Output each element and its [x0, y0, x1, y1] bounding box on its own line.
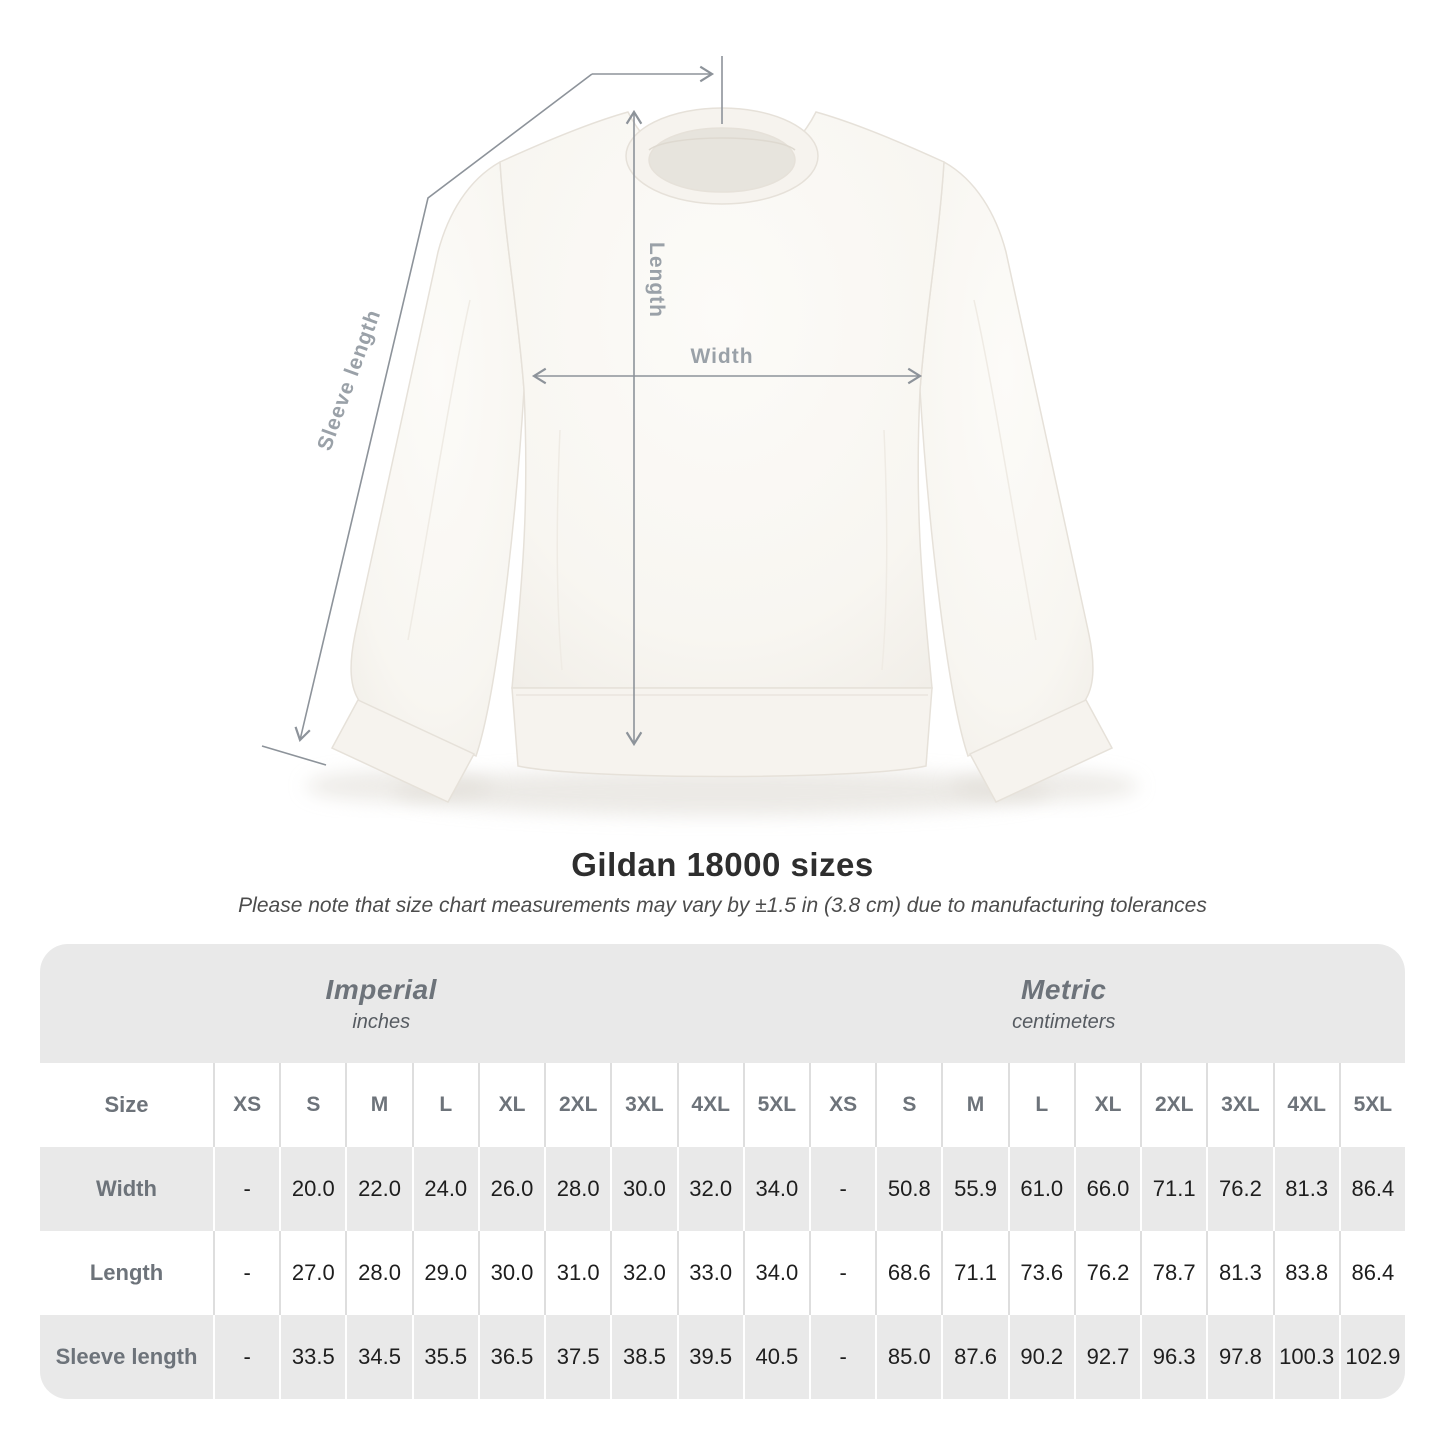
- value-cell: 26.0: [480, 1147, 544, 1231]
- value-cell: 33.0: [679, 1231, 743, 1315]
- value-cell: 36.5: [480, 1315, 544, 1399]
- page-title: Gildan 18000 sizes: [571, 846, 874, 883]
- value-cell: 20.0: [281, 1147, 345, 1231]
- value-cell: 96.3: [1142, 1315, 1206, 1399]
- size-header-row: [40, 1063, 1405, 1147]
- table-row-length: [40, 1231, 1405, 1315]
- value-cell: 66.0: [1076, 1147, 1140, 1231]
- value-cell: 33.5: [281, 1315, 345, 1399]
- size-header: 2XL: [546, 1063, 610, 1147]
- metric-title: Metric: [1021, 973, 1107, 1005]
- value-cell: 90.2: [1010, 1315, 1074, 1399]
- size-header: 3XL: [1208, 1063, 1272, 1147]
- size-table: [40, 944, 1405, 1399]
- size-header: M: [943, 1063, 1007, 1147]
- row-label: Sleeve length: [40, 1315, 213, 1399]
- left-sleeve: [351, 162, 524, 756]
- width-measure-label: Width: [690, 345, 754, 368]
- value-cell: 76.2: [1076, 1231, 1140, 1315]
- imperial-subtitle: inches: [352, 1010, 411, 1033]
- size-header: 4XL: [1275, 1063, 1339, 1147]
- value-cell: 55.9: [943, 1147, 1007, 1231]
- value-cell: 27.0: [281, 1231, 345, 1315]
- value-cell: 31.0: [546, 1231, 610, 1315]
- value-cell: 34.5: [347, 1315, 411, 1399]
- table-row-width: [40, 1147, 1405, 1231]
- value-cell: 78.7: [1142, 1231, 1206, 1315]
- size-header: L: [414, 1063, 478, 1147]
- value-cell: 71.1: [943, 1231, 1007, 1315]
- value-cell: -: [215, 1147, 279, 1231]
- size-header: 4XL: [679, 1063, 743, 1147]
- value-cell: 39.5: [679, 1315, 743, 1399]
- size-header: XS: [215, 1063, 279, 1147]
- tolerance-note: Please note that size chart measurements may vary by ±1.5 in (3.8 cm) due to manufacturing tolerances: [238, 894, 1207, 917]
- value-cell: 30.0: [612, 1147, 676, 1231]
- value-cell: 81.3: [1208, 1231, 1272, 1315]
- value-cell: 29.0: [414, 1231, 478, 1315]
- right-sleeve: [920, 162, 1093, 756]
- value-cell: -: [811, 1231, 875, 1315]
- value-cell: 50.8: [877, 1147, 941, 1231]
- size-header: 3XL: [612, 1063, 676, 1147]
- table-row-sleeve: [40, 1315, 1405, 1399]
- size-header: XL: [1076, 1063, 1140, 1147]
- value-cell: 92.7: [1076, 1315, 1140, 1399]
- row-label: Length: [40, 1231, 213, 1315]
- value-cell: 30.0: [480, 1231, 544, 1315]
- value-cell: 61.0: [1010, 1147, 1074, 1231]
- size-column-header: Size: [40, 1063, 213, 1147]
- hem-band: [512, 688, 932, 777]
- cuff-tick: [262, 746, 326, 765]
- unit-header-band: [40, 944, 1405, 1063]
- value-cell: 97.8: [1208, 1315, 1272, 1399]
- value-cell: 86.4: [1341, 1147, 1405, 1231]
- value-cell: 34.0: [745, 1231, 809, 1315]
- value-cell: 85.0: [877, 1315, 941, 1399]
- value-cell: 24.0: [414, 1147, 478, 1231]
- value-cell: -: [811, 1147, 875, 1231]
- value-cell: 81.3: [1275, 1147, 1339, 1231]
- value-cell: 22.0: [347, 1147, 411, 1231]
- value-cell: 83.8: [1275, 1231, 1339, 1315]
- length-measure-label: Length: [645, 242, 668, 318]
- size-header: 5XL: [745, 1063, 809, 1147]
- value-cell: 68.6: [877, 1231, 941, 1315]
- size-header: XL: [480, 1063, 544, 1147]
- metric-subtitle: centimeters: [1012, 1010, 1116, 1033]
- value-cell: 86.4: [1341, 1231, 1405, 1315]
- imperial-unit-header: [40, 944, 723, 1063]
- value-cell: -: [215, 1231, 279, 1315]
- sleeve-measure-label: Sleeve length: [313, 306, 386, 454]
- size-header: S: [877, 1063, 941, 1147]
- value-cell: 102.9: [1341, 1315, 1405, 1399]
- value-cell: -: [215, 1315, 279, 1399]
- value-cell: 34.0: [745, 1147, 809, 1231]
- value-cell: 28.0: [546, 1147, 610, 1231]
- value-cell: 32.0: [612, 1231, 676, 1315]
- size-header: S: [281, 1063, 345, 1147]
- size-header: L: [1010, 1063, 1074, 1147]
- value-cell: 37.5: [546, 1315, 610, 1399]
- size-header: XS: [811, 1063, 875, 1147]
- value-cell: 76.2: [1208, 1147, 1272, 1231]
- size-header: 5XL: [1341, 1063, 1405, 1147]
- value-cell: 28.0: [347, 1231, 411, 1315]
- row-label: Width: [40, 1147, 213, 1231]
- value-cell: 38.5: [612, 1315, 676, 1399]
- value-cell: 73.6: [1010, 1231, 1074, 1315]
- sweatshirt-illustration: [332, 108, 1112, 802]
- size-header: 2XL: [1142, 1063, 1206, 1147]
- metric-unit-header: [723, 944, 1406, 1063]
- imperial-title: Imperial: [325, 973, 437, 1005]
- value-cell: 40.5: [745, 1315, 809, 1399]
- value-cell: -: [811, 1315, 875, 1399]
- size-header: M: [347, 1063, 411, 1147]
- value-cell: 35.5: [414, 1315, 478, 1399]
- value-cell: 87.6: [943, 1315, 1007, 1399]
- value-cell: 32.0: [679, 1147, 743, 1231]
- value-cell: 100.3: [1275, 1315, 1339, 1399]
- value-cell: 71.1: [1142, 1147, 1206, 1231]
